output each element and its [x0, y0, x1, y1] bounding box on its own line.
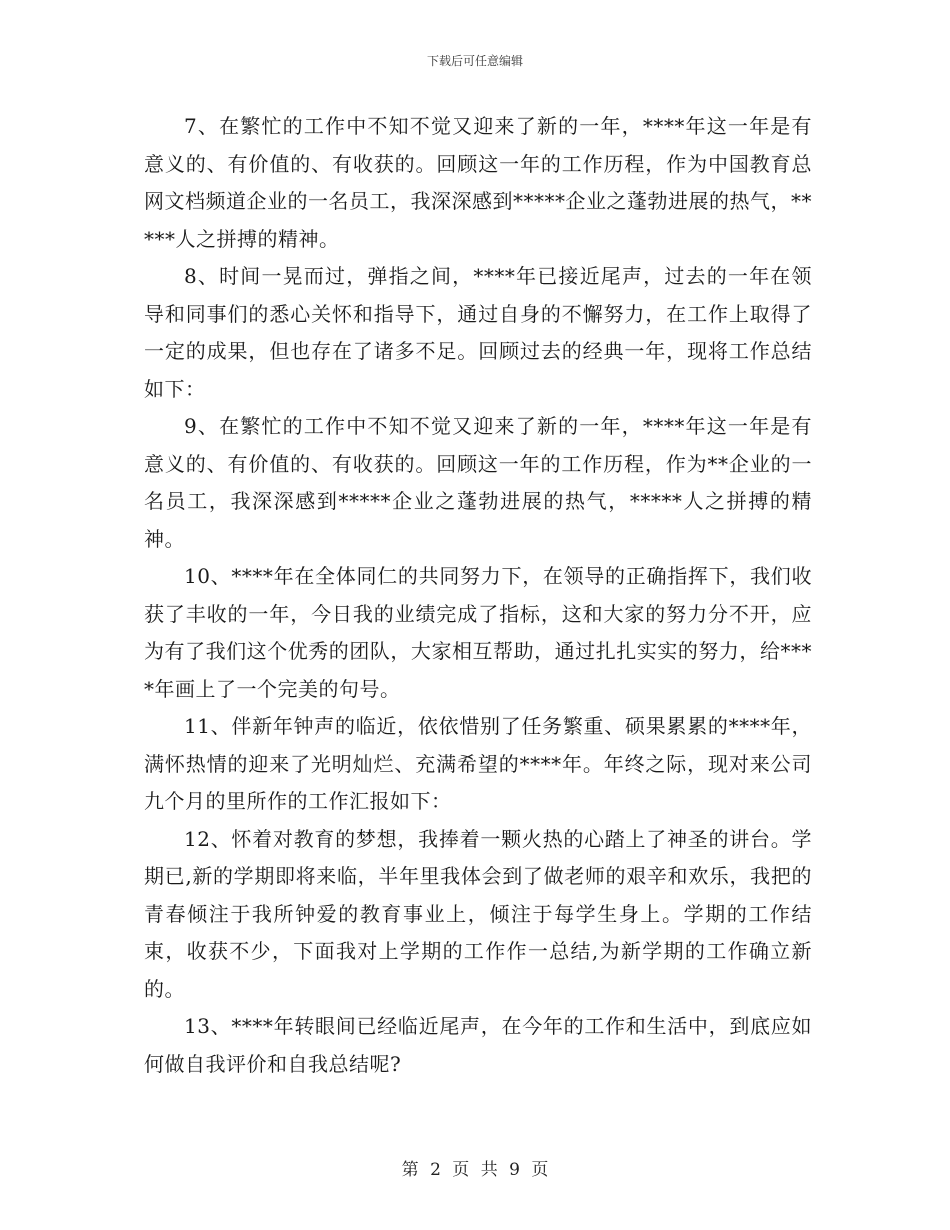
- paragraph-9: 9、在繁忙的工作中不知不觉又迎来了新的一年，****年这一年是有意义的、有价值的、有收获的。回顾这一年的工作历程，作为**企业的一名员工，我深深感到*****企业之蓬勃进展的热气，*****人之拼搏的精神。: [144, 414, 812, 551]
- paragraph-8: 8、时间一晃而过，弹指之间，****年已接近尾声，过去的一年在领导和同事们的悉心关怀和指导下，通过自身的不懈努力，在工作上取得了一定的成果，但也存在了诸多不足。回顾过去的经典一年，现将工作总结如下：: [144, 264, 812, 401]
- page-number-footer: 第 2 页 共 9 页: [401, 1160, 549, 1180]
- document-body: [144, 108, 812, 1083]
- paragraph-7: 7、在繁忙的工作中不知不觉又迎来了新的一年，****年这一年是有意义的、有价值的、有收获的。回顾这一年的工作历程，作为中国教育总网文档频道企业的一名员工，我深深感到*****企业之蓬勃进展的热气，*****人之拼搏的精神。: [144, 114, 812, 251]
- paragraph-11: 11、伴新年钟声的临近，依依惜别了任务繁重、硕果累累的****年，满怀热情的迎来了光明灿烂、充满希望的****年。年终之际，现对来公司九个月的里所作的工作汇报如下：: [144, 714, 812, 813]
- paragraph-12: 12、怀着对教育的梦想，我捧着一颗火热的心踏上了神圣的讲台。学期已,新的学期即将来临，半年里我体会到了做老师的艰辛和欢乐，我把的青春倾注于我所钟爱的教育事业上，倾注于每学生身上。学期的工作结束，收获不少，下面我对上学期的工作作一总结,为新学期的工作确立新的。: [144, 826, 812, 1001]
- page-header: 下载后可任意编辑: [426, 54, 523, 68]
- paragraph-10: 10、****年在全体同仁的共同努力下，在领导的正确指挥下，我们收获了丰收的一年，今日我的业绩完成了指标，这和大家的努力分不开，应为有了我们这个优秀的团队，大家相互帮助，通过扎扎实实的努力，给****年画上了一个完美的句号。: [144, 564, 812, 701]
- paragraph-13: 13、****年转眼间已经临近尾声，在今年的工作和生活中，到底应如何做自我评价和自我总结呢?: [144, 1014, 812, 1076]
